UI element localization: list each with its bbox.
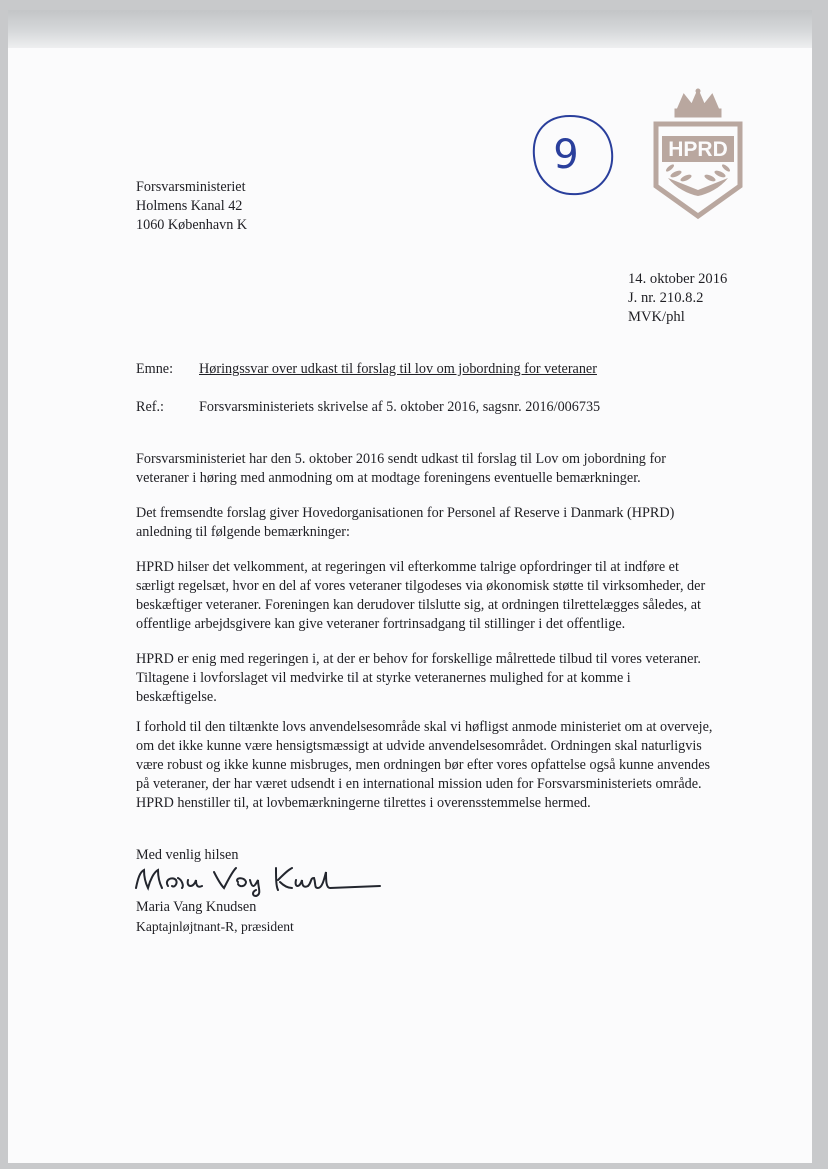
- body-paragraph-4: [136, 650, 736, 707]
- paragraph-line: være robust og ikke kunne misbruges, men ordningen bør efter vores opfattelse også kunne anvendes: [136, 757, 711, 773]
- body-paragraph-2: [136, 504, 736, 542]
- paragraph-line: Det fremsendte forslag giver Hovedorganisationen for Personel af Reserve i Danmark (HPRD): [136, 505, 675, 521]
- recipient-line: Forsvarsministeriet: [136, 179, 246, 195]
- paragraph-line: om det ikke kunne være hensigtsmæssigt at udvide anvendelsesområdet. Ordningen skal naturligvis: [136, 738, 702, 754]
- letter-meta: [628, 270, 727, 327]
- paragraph-line: anledning til følgende bemærkninger:: [136, 524, 350, 540]
- reference-label: Ref.:: [136, 399, 164, 415]
- body-paragraph-3: [136, 558, 736, 634]
- body-paragraph-5: [136, 718, 736, 813]
- handwritten-number-text: 9: [553, 132, 579, 178]
- paragraph-line: HPRD henstiller til, at lovbemærkningerne tilrettes i overensstemmelse hermed.: [136, 795, 591, 811]
- scan-edge-shadow: [8, 10, 812, 48]
- reference-text: Forsvarsministeriets skrivelse af 5. oktober 2016, sagsnr. 2016/006735: [199, 399, 601, 415]
- journal-number: J. nr. 210.8.2: [628, 290, 704, 306]
- paragraph-line: offentlige arbejdsgivere kan give veteraner fortrinsadgang til stillinger i det offentlige.: [136, 616, 626, 632]
- paragraph-line: Tiltagene i lovforslaget vil medvirke til at styrke veteranernes mulighed for at komme i: [136, 670, 631, 686]
- paragraph-line: I forhold til den tiltænkte lovs anvendelsesområde skal vi høfligst anmode ministeriet om at overveje,: [136, 719, 713, 735]
- subject-label: Emne:: [136, 361, 174, 377]
- paragraph-line: på veteraner, der har været udsendt i en international mission uden for Forsvarsministeriets område.: [136, 776, 702, 792]
- paragraph-line: HPRD er enig med regeringen i, at der er behov for forskellige målrettede tilbud til vores veteraner.: [136, 651, 701, 667]
- recipient-line: Holmens Kanal 42: [136, 198, 243, 214]
- handwritten-number-mark: [526, 110, 618, 202]
- closing-greeting: Med venlig hilsen: [136, 847, 239, 863]
- initials: MVK/phl: [628, 309, 685, 325]
- letter-date: 14. oktober 2016: [628, 271, 728, 287]
- signature-text: Maria Vang Knudsen: [128, 858, 137, 859]
- handwritten-signature: [128, 858, 388, 898]
- hprd-logo: [648, 88, 748, 220]
- letter-page: [8, 10, 812, 1163]
- paragraph-line: HPRD hilser det velkomment, at regeringen vil efterkomme talrige opfordringer til at indføre et: [136, 559, 679, 575]
- subject-text: Høringssvar over udkast til forslag til lov om jobordning for veteraner: [199, 361, 597, 377]
- signer-title: Kaptajnløjtnant-R, præsident: [136, 919, 294, 934]
- body-paragraph-1: [136, 450, 736, 488]
- hprd-logo-text: HPRD: [668, 138, 728, 161]
- paragraph-line: veteraner i høring med anmodning om at modtage foreningens eventuelle bemærkninger.: [136, 470, 641, 486]
- paragraph-line: særligt regelsæt, hvor en del af vores veteraner tilgodeses via økonomisk støtte til virksomheder, der: [136, 578, 706, 594]
- paragraph-line: Forsvarsministeriet har den 5. oktober 2016 sendt udkast til forslag til Lov om jobordning for: [136, 451, 666, 467]
- recipient-address: [136, 178, 247, 235]
- paragraph-line: beskæftiger veteraner. Foreningen kan derudover tilslutte sig, at ordningen tilrettelægges således, at: [136, 597, 701, 613]
- paragraph-line: beskæftigelse.: [136, 689, 217, 705]
- signer-name: Maria Vang Knudsen: [136, 899, 257, 915]
- recipient-line: 1060 København K: [136, 217, 248, 233]
